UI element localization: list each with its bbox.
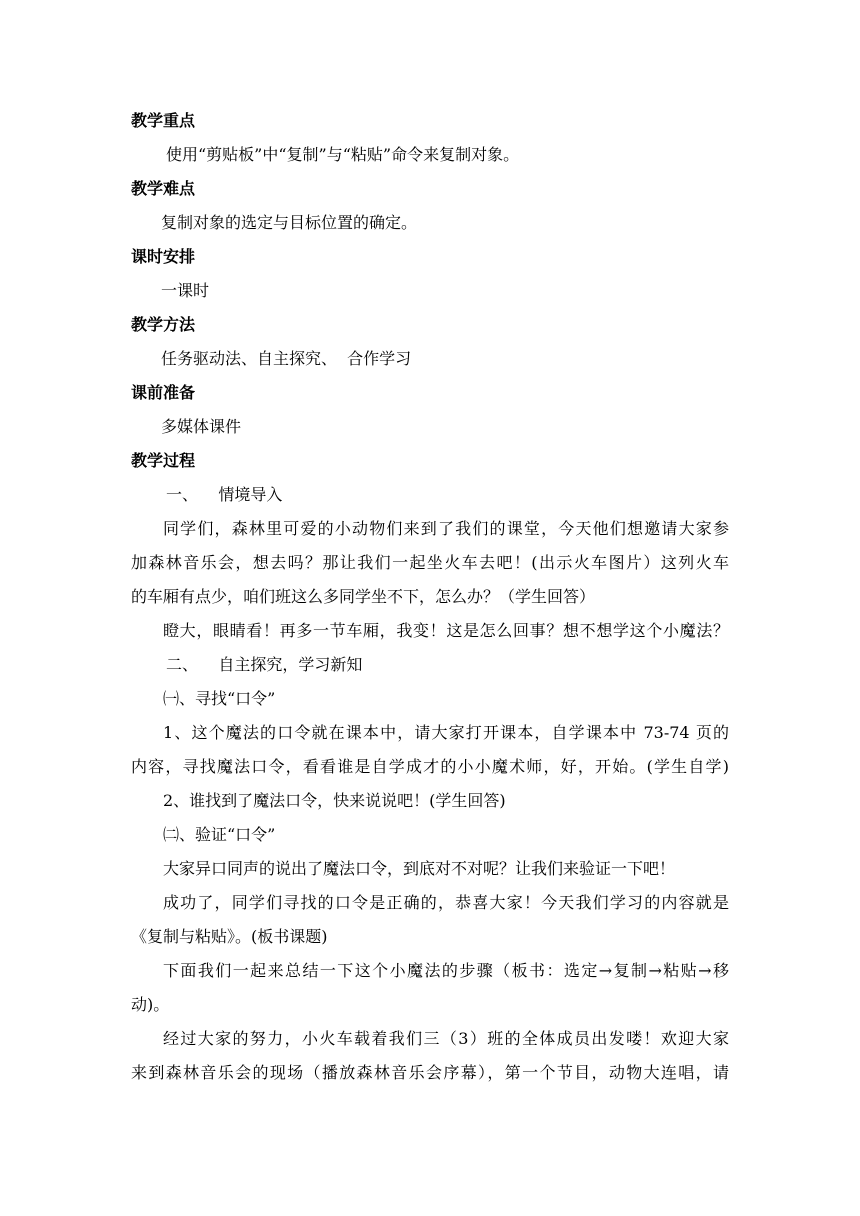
- paragraph-line: 瞪大，眼睛看！再多一节车厢，我变！这是怎么回事？想不想学这个小魔法？: [163, 621, 729, 640]
- paragraph-line: 同学们，森林里可爱的小动物们来到了我们的课堂，今天他们想邀请大家参: [163, 519, 729, 538]
- step2-title: 二、 自主探究，学习新知: [166, 655, 363, 674]
- methods-text: 任务驱动法、自主探究、 合作学习: [161, 349, 412, 368]
- paragraph-line: 的车厢有点少，咱们班这么多同学坐不下，怎么办？（学生回答）: [131, 587, 596, 606]
- key-points-text: 使用“剪贴板”中“复制”与“粘贴”命令来复制对象。: [166, 145, 520, 164]
- heading-difficulties: 教学难点: [131, 179, 196, 198]
- subsection-title: ㈡、验证“口令”: [163, 825, 276, 844]
- subsection-title: ㈠、寻找“口令”: [163, 689, 276, 708]
- preparation-text: 多媒体课件: [161, 417, 242, 436]
- paragraph-line: 成功了，同学们寻找的口令是正确的，恭喜大家！今天我们学习的内容就是: [163, 893, 729, 912]
- paragraph-line: 加森林音乐会，想去吗？那让我们一起坐火车去吧！(出示火车图片）这列火车: [131, 553, 729, 572]
- paragraph-line: 大家异口同声的说出了魔法口令，到底对不对呢？让我们来验证一下吧！: [163, 859, 676, 878]
- paragraph-line: 2、谁找到了魔法口令，快来说说吧！(学生回答): [163, 791, 506, 810]
- heading-key-points: 教学重点: [131, 111, 196, 130]
- paragraph-line: 来到森林音乐会的现场（播放森林音乐会序幕），第一个节目，动物大连唱，请: [131, 1063, 729, 1082]
- heading-schedule: 课时安排: [131, 247, 196, 266]
- paragraph-line: 经过大家的努力，小火车载着我们三（3）班的全体成员出发喽！欢迎大家: [163, 1029, 729, 1048]
- paragraph-line: 动)。: [131, 995, 170, 1014]
- paragraph-line: 《复制与粘贴》。(板书课题): [131, 927, 328, 946]
- paragraph-line: 内容，寻找魔法口令，看看谁是自学成才的小小魔术师，好，开始。(学生自学): [131, 757, 729, 776]
- schedule-text: 一课时: [161, 281, 210, 300]
- difficulties-text: 复制对象的选定与目标位置的确定。: [161, 213, 418, 232]
- paragraph-line: 1、这个魔法的口令就在课本中，请大家打开课本，自学课本中 73-74 页的: [163, 723, 729, 742]
- paragraph-line: 下面我们一起来总结一下这个小魔法的步骤（板书：选定→复制→粘贴→移: [163, 961, 729, 980]
- step1-title: 一、 情境导入: [166, 485, 283, 504]
- heading-preparation: 课前准备: [131, 383, 196, 402]
- heading-process: 教学过程: [131, 451, 196, 470]
- heading-methods: 教学方法: [131, 315, 196, 334]
